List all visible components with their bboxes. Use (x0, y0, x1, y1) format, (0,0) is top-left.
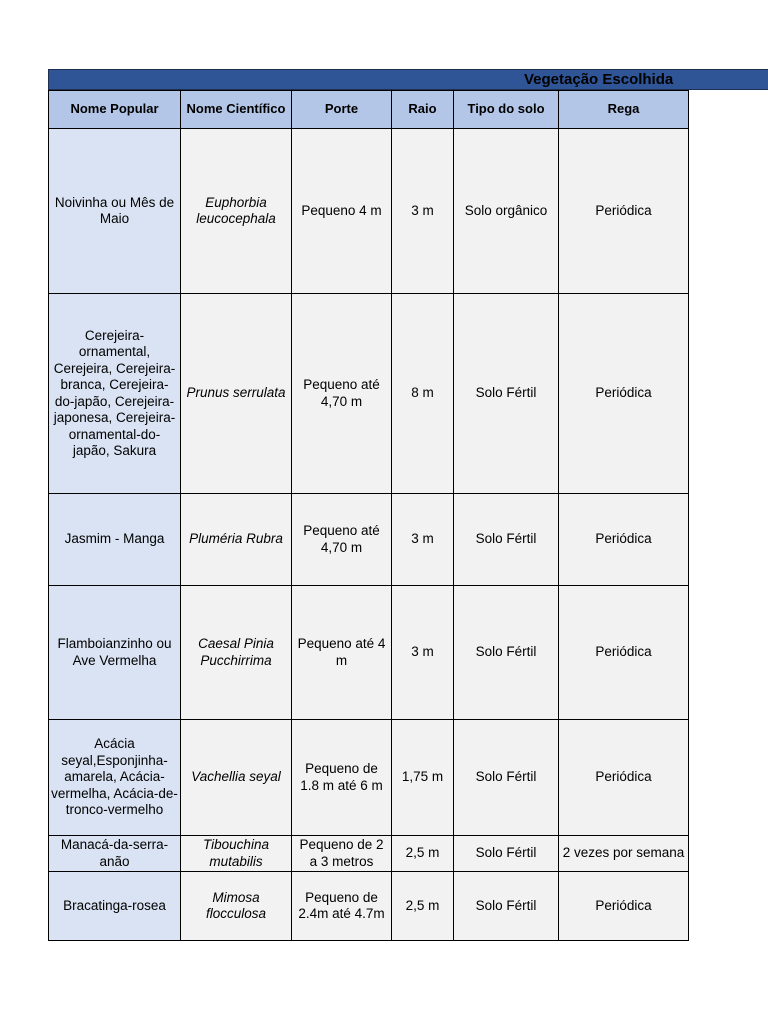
cell-size[interactable]: Pequeno de 2 a 3 metros (292, 836, 392, 872)
cell-radius[interactable]: 2,5 m (392, 872, 454, 941)
cell-size[interactable]: Pequeno de 1.8 m até 6 m (292, 720, 392, 836)
table-row (49, 494, 689, 586)
cell-popular-name[interactable]: Jasmim - Manga (49, 494, 181, 586)
table-row (49, 586, 689, 720)
cell-watering[interactable]: 2 vezes por semana (559, 836, 689, 872)
cell-watering[interactable]: Periódica (559, 294, 689, 494)
cell-popular-name[interactable]: Acácia seyal,Esponjinha-amarela, Acácia-vermelha, Acácia-de-tronco-vermelho (49, 720, 181, 836)
cell-soil-type[interactable]: Solo orgânico (454, 129, 559, 294)
header-size[interactable]: Porte (292, 91, 392, 129)
cell-size[interactable]: Pequeno até 4,70 m (292, 294, 392, 494)
cell-size[interactable]: Pequeno 4 m (292, 129, 392, 294)
cell-soil-type[interactable]: Solo Fértil (454, 872, 559, 941)
cell-soil-type[interactable]: Solo Fértil (454, 494, 559, 586)
cell-popular-name[interactable]: Cerejeira-ornamental, Cerejeira, Cerejeira-branca, Cerejeira-do-japão, Cerejeira-japonesa, Cerejeira-ornamental-do-japão, Sakura (49, 294, 181, 494)
header-scientific-name[interactable]: Nome Científico (181, 91, 292, 129)
cell-popular-name[interactable]: Bracatinga-rosea (49, 872, 181, 941)
cell-scientific-name[interactable]: Euphorbia leucocephala (181, 129, 292, 294)
cell-scientific-name[interactable]: Pluméria Rubra (181, 494, 292, 586)
cell-soil-type[interactable]: Solo Fértil (454, 836, 559, 872)
cell-watering[interactable]: Periódica (559, 586, 689, 720)
cell-soil-type[interactable]: Solo Fértil (454, 586, 559, 720)
cell-size[interactable]: Pequeno de 2.4m até 4.7m (292, 872, 392, 941)
cell-watering[interactable]: Periódica (559, 720, 689, 836)
table-row (49, 836, 689, 872)
header-popular-name[interactable]: Nome Popular (49, 91, 181, 129)
table-row (49, 294, 689, 494)
cell-radius[interactable]: 8 m (392, 294, 454, 494)
title-bar[interactable] (48, 69, 768, 90)
cell-radius[interactable]: 3 m (392, 494, 454, 586)
cell-scientific-name[interactable]: Prunus serrulata (181, 294, 292, 494)
table-row (49, 129, 689, 294)
table-title: Vegetação Escolhida (524, 71, 674, 88)
cell-scientific-name[interactable]: Tibouchina mutabilis (181, 836, 292, 872)
vegetation-table (48, 90, 689, 941)
table-row (49, 720, 689, 836)
cell-watering[interactable]: Periódica (559, 129, 689, 294)
header-watering[interactable]: Rega (559, 91, 689, 129)
cell-scientific-name[interactable]: Vachellia seyal (181, 720, 292, 836)
cell-size[interactable]: Pequeno até 4 m (292, 586, 392, 720)
table-row (49, 872, 689, 941)
cell-scientific-name[interactable]: Caesal Pinia Pucchirrima (181, 586, 292, 720)
cell-radius[interactable]: 1,75 m (392, 720, 454, 836)
cell-scientific-name[interactable]: Mimosa flocculosa (181, 872, 292, 941)
cell-size[interactable]: Pequeno até 4,70 m (292, 494, 392, 586)
cell-radius[interactable]: 3 m (392, 129, 454, 294)
cell-radius[interactable]: 2,5 m (392, 836, 454, 872)
header-row (49, 91, 689, 129)
cell-radius[interactable]: 3 m (392, 586, 454, 720)
cell-popular-name[interactable]: Manacá-da-serra-anão (49, 836, 181, 872)
header-radius[interactable]: Raio (392, 91, 454, 129)
cell-watering[interactable]: Periódica (559, 872, 689, 941)
cell-popular-name[interactable]: Flamboianzinho ou Ave Vermelha (49, 586, 181, 720)
cell-soil-type[interactable]: Solo Fértil (454, 294, 559, 494)
cell-watering[interactable]: Periódica (559, 494, 689, 586)
cell-soil-type[interactable]: Solo Fértil (454, 720, 559, 836)
cell-popular-name[interactable]: Noivinha ou Mês de Maio (49, 129, 181, 294)
header-soil-type[interactable]: Tipo do solo (454, 91, 559, 129)
